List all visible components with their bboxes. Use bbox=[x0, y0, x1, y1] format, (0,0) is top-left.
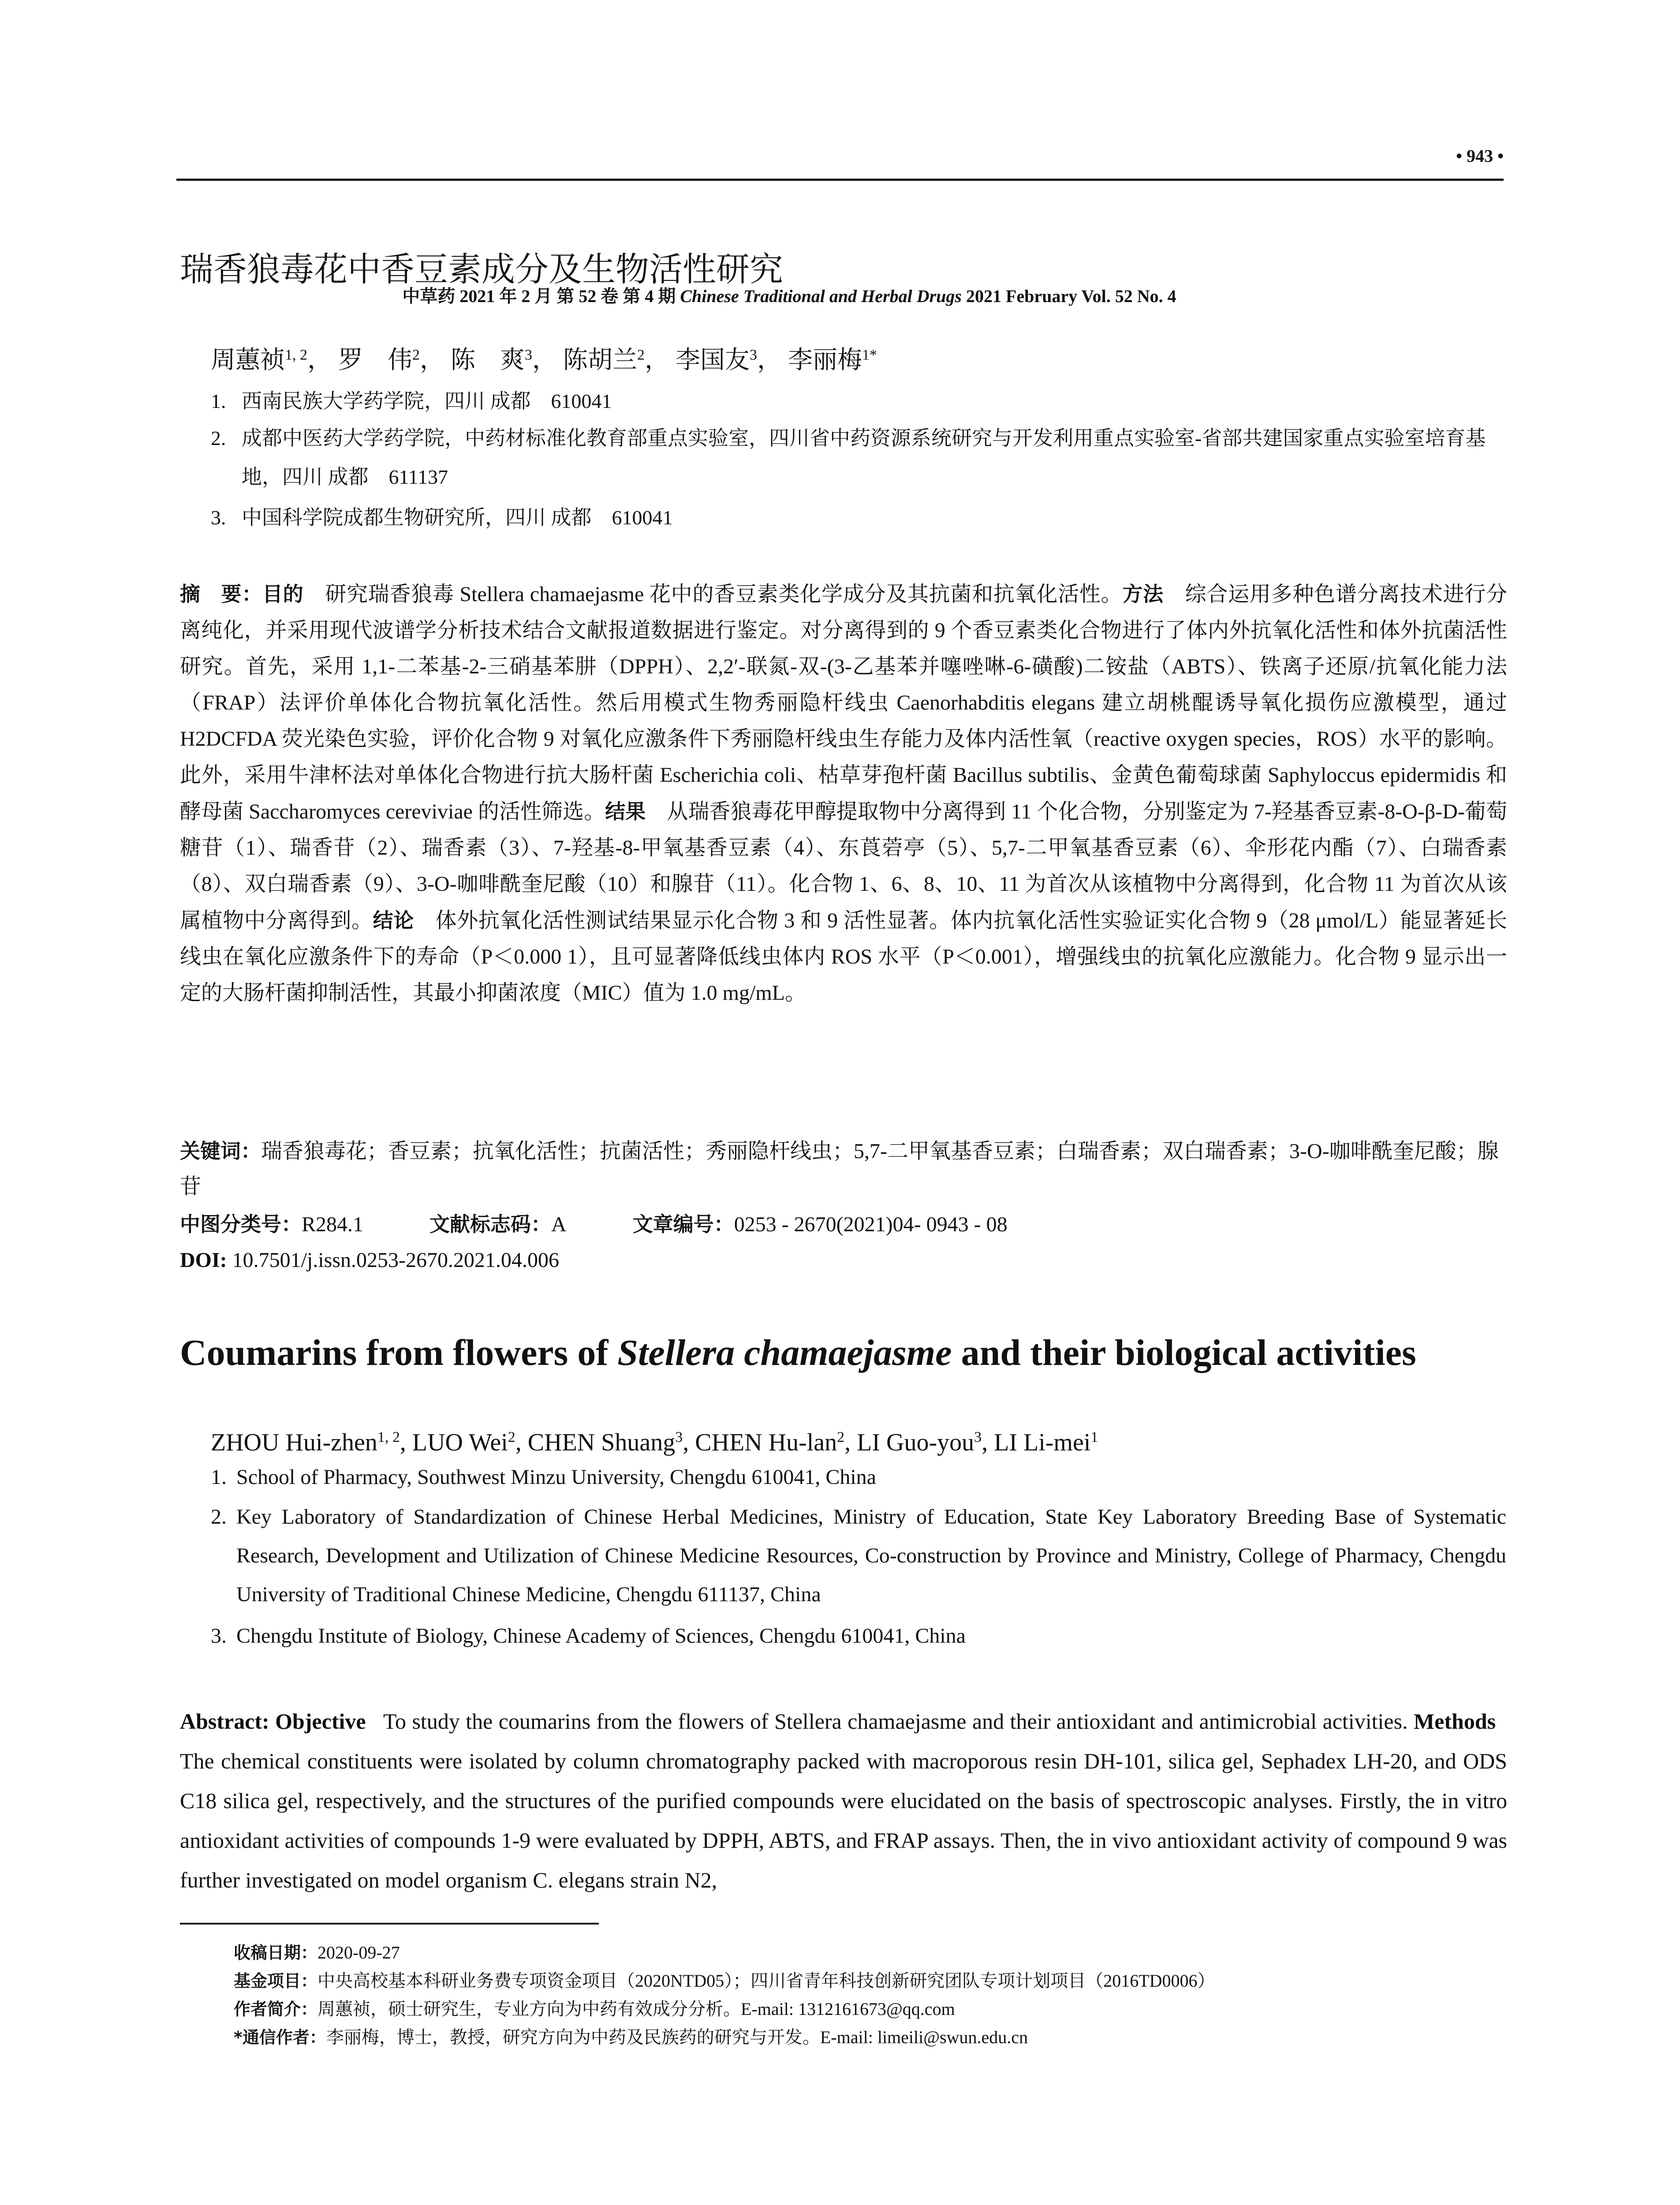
author-en: LUO Wei$^2$ bbox=[412, 1428, 515, 1456]
author-en: LI Guo-you$^3$ bbox=[857, 1428, 982, 1456]
author-en: ZHOU Hui-zhen$^{1, 2}$ bbox=[211, 1428, 400, 1456]
title-chinese: 瑞香狼毒花中香豆素成分及生物活性研究 bbox=[180, 250, 783, 289]
abstract-label: 摘 要： bbox=[180, 582, 262, 606]
journal-name-cn: 中草药 bbox=[402, 286, 455, 306]
abstract-english bbox=[180, 1701, 1507, 1900]
journal-name-en: Chinese Traditional and Herbal Drugs bbox=[680, 286, 962, 306]
affiliation-en-3: 3. Chengdu Institute of Biology, Chinese Academy of Sciences, Chengdu 610041, China bbox=[211, 1624, 966, 1648]
article-number-value: 0253 - 2670(2021)04- 0943 - 08 bbox=[734, 1213, 1008, 1236]
author-cn: 李国友$^3$ bbox=[676, 346, 757, 374]
methods-text: 综合运用多种色谱分离技术进行分离纯化，并采用现代波谱学分析技术结合文献报道数据进行鉴定。对分离得到的 9 个香豆素类化合物进行了体内外抗氧化活性和体外抗菌活性研究。首先，采用 1,1-二苯基-2-三硝基苯肼（DPPH）、2,2′-联氮-双-(3-乙基苯并噻唑啉-6-磺酸)二铵盐（ABTS）、铁离子还原/抗氧化能力法（FRAP）法评价单体化合物抗氧化活性。然后用模式生物秀丽隐杆线虫 Caenorhabditis elegans 建立胡桃醌诱导氧化损伤应激模型，通过 H2DCFDA 荧光染色实验，评价化合物 9 对氧化应激条件下秀丽隐杆线虫生存能力及体内活性氧（reactive oxygen species，ROS）水平的影响。此外，采用牛津杯法对单体化合物进行抗大肠杆菌 Escherichia coli、枯草芽孢杆菌 Bacillus subtilis、金黄色葡萄球菌 Saphyloccus epidermidis 和酵母菌 Saccharomyces cereviviae 的活性筛选。 bbox=[180, 583, 1508, 823]
footnotes bbox=[234, 1939, 1504, 2052]
doi-label: DOI: bbox=[180, 1248, 227, 1272]
methods-label: 方法 bbox=[1122, 582, 1164, 606]
footnote-funding: 基金项目：中央高校基本科研业务费专项资金项目（2020NTD05）；四川省青年科技创新研究团队专项计划项目（2016TD0006） bbox=[234, 1971, 1215, 1991]
objective-label: 目的 bbox=[262, 582, 304, 606]
doc-code-label: 文献标志码： bbox=[429, 1212, 552, 1236]
affiliation-cn-1: 1. 西南民族大学药学院，四川 成都 610041 bbox=[211, 390, 612, 412]
article-number-label: 文章编号： bbox=[632, 1212, 734, 1236]
abstract-en-label: Abstract: bbox=[180, 1709, 269, 1734]
footnote-received: 收稿日期：2020-09-27 bbox=[234, 1943, 400, 1962]
affiliation-cn-2: 2. 成都中医药大学药学院，中药材标准化教育部重点实验室，四川省中药资源系统研究与开发利用重点实验室-省部共建国家重点实验室培育基地，四川 成都 611137 bbox=[211, 427, 1486, 488]
objective-text: 研究瑞香狼毒 Stellera chamaejasme 花中的香豆素类化学成分及其抗菌和抗氧化活性。 bbox=[325, 583, 1123, 606]
conclusion-label: 结论 bbox=[373, 908, 414, 932]
author-en: LI Li-mei$^1$ bbox=[994, 1428, 1098, 1456]
author-cn: 陈胡兰$^2$ bbox=[563, 346, 645, 374]
author-cn: 周蕙祯$^{1, 2}$ bbox=[211, 346, 307, 374]
footnote-rule bbox=[180, 1923, 599, 1925]
doi-line bbox=[180, 1243, 559, 1278]
authors-chinese: 周蕙祯$^{1, 2}$， 罗 伟$^2$， 陈 爽$^3$， 陈胡兰$^2$， 李国友$^3$， 李丽梅$^{1*}$ bbox=[211, 346, 877, 374]
abstract-chinese bbox=[180, 576, 1507, 1011]
authors-english: ZHOU Hui-zhen$^{1, 2}$, LUO Wei$^2$, CHEN Shuang$^3$, CHEN Hu-lan$^2$, LI Guo-you$^3$, LI Li-mei$^1$ bbox=[211, 1428, 1098, 1456]
author-en: CHEN Hu-lan$^2$ bbox=[695, 1428, 845, 1456]
doc-code-value: A bbox=[551, 1213, 567, 1236]
results-text: 从瑞香狼毒花甲醇提取物中分离得到 11 个化合物，分别鉴定为 7-羟基香豆素-8-O-β-D-葡萄糖苷（1）、瑞香苷（2）、瑞香素（3）、7-羟基-8-甲氧基香豆素（4）、东莨菪亭（5）、5,7-二甲氧基香豆素（6）、伞形花内酯（7）、白瑞香素（8）、双白瑞香素（9）、3-O-咖啡酰奎尼酸（10）和腺苷（11）。化合物 1、6、8、10、11 为首次从该植物中分离得到，化合物 11 为首次从该属植物中分离得到。 bbox=[180, 800, 1507, 932]
methods-en-text: The chemical constituents were isolated by column chromatography packed with macroporous resin DH-101, silica gel, Sephadex LH-20, and ODS C18 silica gel, respectively, and the structures of the purified compounds were elucidated on the basis of spectroscopic analyses. Firstly, the in vitro antioxidant activities of compounds 1-9 were evaluated by DPPH, ABTS, and FRAP assays. Then, the in vivo antioxidant activity of compound 9 was further investigated on model organism C. elegans strain N2, bbox=[180, 1749, 1507, 1892]
objective-en-text: To study the coumarins from the flowers of Stellera chamaejasme and their antioxidant and antimicrobial activities. bbox=[383, 1709, 1408, 1734]
header-rule bbox=[176, 179, 1504, 181]
objective-en-label: Objective bbox=[275, 1709, 366, 1734]
classification-line bbox=[180, 1207, 1507, 1242]
conclusion-text: 体外抗氧化活性测试结果显示化合物 3 和 9 活性显著。体内抗氧化活性实验证实化合物 9（28 μmol/L）能显著延长线虫在氧化应激条件下的寿命（P＜0.000 1），且可显著降低线虫体内 ROS 水平（P＜0.001），增强线虫的抗氧化应激能力。化合物 9 显示出一定的大肠杆菌抑制活性，其最小抑菌浓度（MIC）值为 1.0 mg/mL。 bbox=[180, 909, 1507, 1005]
affiliation-en-1: 1. School of Pharmacy, Southwest Minzu University, Chengdu 610041, China bbox=[211, 1465, 876, 1489]
clc-value: R284.1 bbox=[302, 1213, 364, 1236]
results-label: 结果 bbox=[605, 800, 646, 823]
author-cn: 陈 爽$^3$ bbox=[451, 346, 532, 374]
keywords-cn: 关键词：瑞香狼毒花；香豆素；抗氧化活性；抗菌活性；秀丽隐杆线虫；5,7-二甲氧基香豆素；白瑞香素；双白瑞香素；3-O-咖啡酰奎尼酸；腺苷 bbox=[180, 1139, 1499, 1198]
author-cn: 李丽梅$^{1*}$ bbox=[788, 346, 877, 374]
affiliation-en-2: 2. Key Laboratory of Standardization of Chinese Herbal Medicines, Ministry of Education, State Key Laboratory Breeding Base of Systematic Research, Development and Utilization of Chinese Medicine Resources, Co-construction by Province and Ministry, College of Pharmacy, Chengdu University of Traditional Chinese Medicine, Chengdu 611137, China bbox=[211, 1505, 1506, 1606]
footnote-corresponding: *通信作者：李丽梅，博士，教授，研究方向为中药及民族药的研究与开发。E-mail: limeili@swun.edu.cn bbox=[234, 2027, 1028, 2047]
clc-label: 中图分类号： bbox=[180, 1212, 302, 1236]
author-en: CHEN Shuang$^3$ bbox=[527, 1428, 683, 1456]
species-name: Stellera chamaejasme bbox=[617, 1332, 952, 1373]
title-english: Coumarins from flowers of Stellera chamaejasme and their biological activities bbox=[180, 1332, 1416, 1373]
page-number: • 943 • bbox=[1456, 146, 1504, 166]
issue-cn: 2021 年 2 月 第 52 卷 第 4 期 bbox=[459, 286, 676, 306]
author-cn: 罗 伟$^2$ bbox=[338, 346, 420, 374]
issue-en: 2021 February Vol. 52 No. 4 bbox=[966, 286, 1176, 306]
methods-en-label: Methods bbox=[1413, 1709, 1496, 1734]
affiliation-cn-3: 3. 中国科学院成都生物研究所，四川 成都 610041 bbox=[211, 506, 673, 529]
footnote-author-bio: 作者简介：周蕙祯，硕士研究生，专业方向为中药有效成分分析。E-mail: 1312161673@qq.com bbox=[234, 1999, 955, 2019]
doi-value: 10.7501/j.issn.0253-2670.2021.04.006 bbox=[232, 1248, 560, 1272]
